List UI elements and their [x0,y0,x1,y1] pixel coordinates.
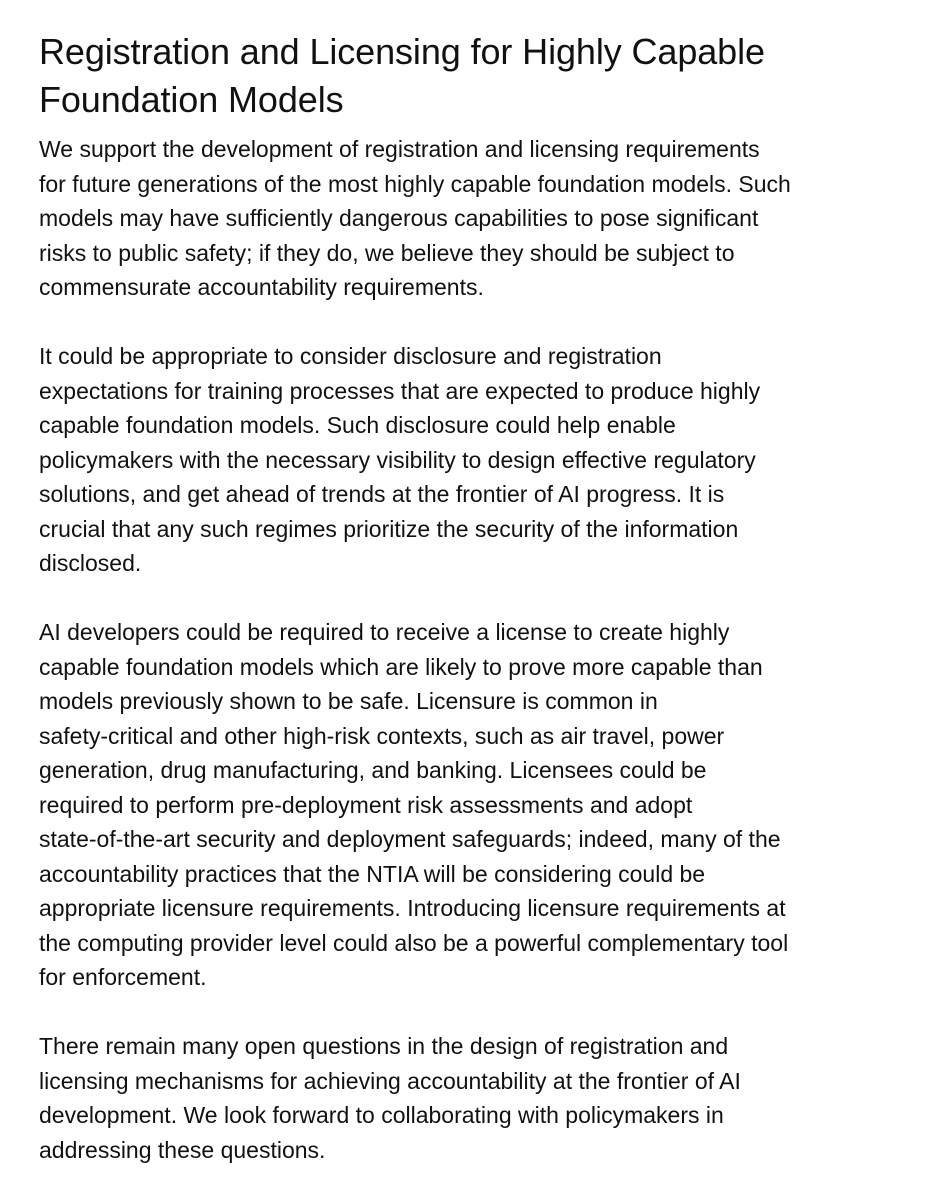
title-line: Registration and Licensing for Highly Capable [39,31,765,72]
text-line: expectations for training processes that are expected to produce highly [39,377,761,404]
text-line: models previously shown to be safe. Licensure is common in [39,688,658,714]
text-line: We support the development of registration and licensing requirements [39,136,760,162]
text-line: development. We look forward to collaborating with policymakers in [39,1102,724,1128]
text-line: commensurate accountability requirements. [39,274,484,300]
text-line: There remain many open questions in the design of registration and [39,1033,729,1059]
text-line: models may have sufficiently dangerous capabilities to pose significant [39,205,759,231]
text-line: AI developers could be required to receive a license to create highly [39,619,730,645]
text-line: accountability practices that the NTIA will be considering could be [39,860,706,887]
text-line: appropriate licensure requirements. Introducing licensure requirements at [39,895,786,921]
document-page [39,28,899,1167]
paragraph-licensure [39,615,899,995]
text-line: crucial that any such regimes prioritize the security of the information [39,515,739,542]
text-line: licensing mechanisms for achieving accountability at the frontier of AI [39,1067,741,1094]
text-line: capable foundation models which are likely to prove more capable than [39,653,763,680]
text-line: capable foundation models. Such disclosure could help enable [39,412,676,438]
text-line: risks to public safety; if they do, we believe they should be subject to [39,239,735,266]
text-line: state-of-the-art security and deployment safeguards; indeed, many of the [39,826,781,852]
paragraph-support-registration [39,132,899,305]
text-line: the computing provider level could also be a powerful complementary tool [39,929,789,956]
paragraph-disclosure [39,339,899,581]
text-line: generation, drug manufacturing, and banking. Licensees could be [39,757,707,783]
document-title [39,28,899,124]
text-line: for enforcement. [39,964,207,990]
title-line: Foundation Models [39,79,344,120]
text-line: required to perform pre-deployment risk assessments and adopt [39,791,693,818]
text-line: for future generations of the most highly capable foundation models. Such [39,170,791,197]
text-line: It could be appropriate to consider disclosure and registration [39,343,662,369]
text-line: policymakers with the necessary visibility to design effective regulatory [39,446,756,473]
text-line: safety-critical and other high-risk contexts, such as air travel, power [39,722,725,749]
paragraph-open-questions [39,1029,899,1167]
text-line: addressing these questions. [39,1136,326,1163]
text-line: solutions, and get ahead of trends at the frontier of AI progress. It is [39,481,725,507]
text-line: disclosed. [39,550,142,576]
